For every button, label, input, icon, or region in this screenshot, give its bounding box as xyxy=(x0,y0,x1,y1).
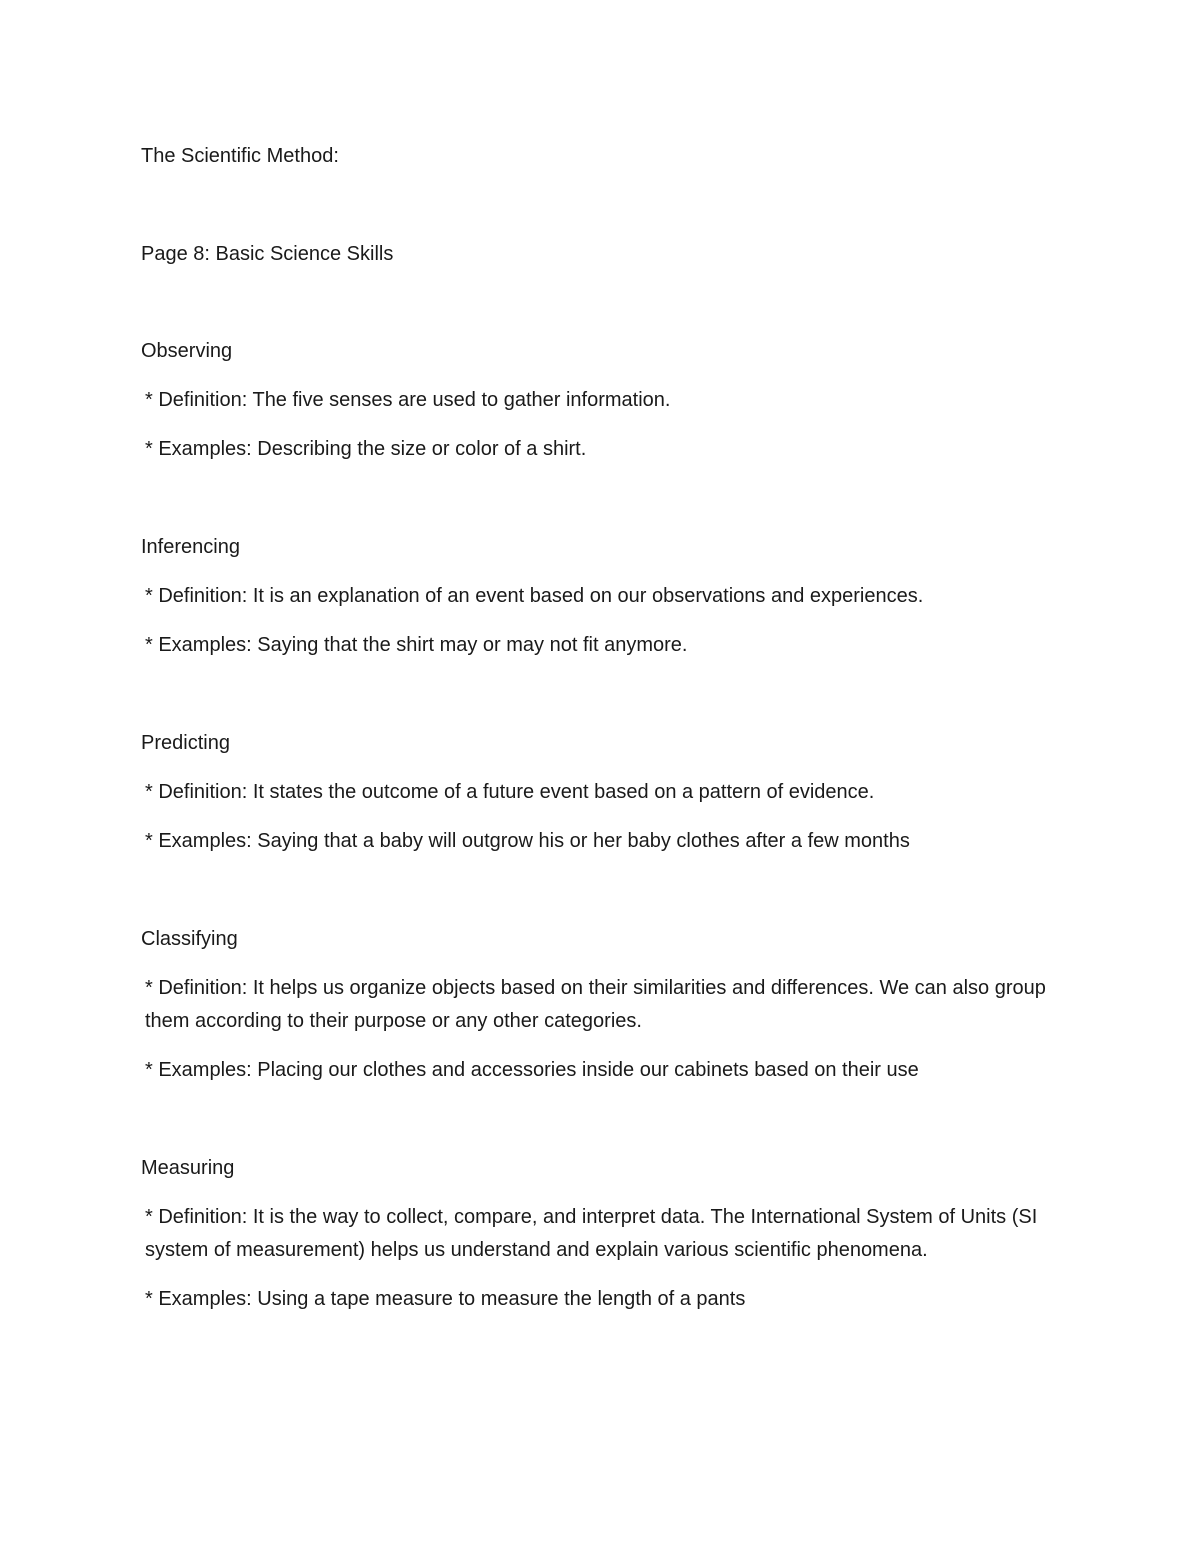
examples-item: * Examples: Saying that a baby will outgrow his or her baby clothes after a few months xyxy=(145,830,910,852)
examples-item: * Examples: Placing our clothes and accessories inside our cabinets based on their use xyxy=(145,1059,919,1081)
section-classifying xyxy=(141,923,1066,1087)
definition-item: * Definition: It helps us organize objects based on their similarities and differences. We can also group them according to their purpose or any other categories. xyxy=(145,977,1046,1032)
section-observing xyxy=(141,335,1066,466)
examples-item: * Examples: Describing the size or color of a shirt. xyxy=(145,438,587,460)
definition-item: * Definition: The five senses are used to gather information. xyxy=(145,389,671,411)
document-title: The Scientific Method: xyxy=(141,145,339,167)
section-heading: Predicting xyxy=(141,732,230,754)
section-predicting xyxy=(141,727,1066,858)
definition-item: * Definition: It is an explanation of an event based on our observations and experiences. xyxy=(145,585,924,607)
section-heading: Inferencing xyxy=(141,536,240,558)
section-inferencing xyxy=(141,531,1066,662)
definition-item: * Definition: It is the way to collect, compare, and interpret data. The International System of Units (SI system of measurement) helps us understand and explain various scientific phenomena. xyxy=(145,1206,1038,1261)
section-measuring xyxy=(141,1152,1066,1316)
document-body xyxy=(141,140,1066,1381)
section-heading: Measuring xyxy=(141,1157,235,1179)
examples-item: * Examples: Using a tape measure to measure the length of a pants xyxy=(145,1288,746,1310)
section-heading: Classifying xyxy=(141,928,238,950)
document-subtitle: Page 8: Basic Science Skills xyxy=(141,243,394,265)
definition-item: * Definition: It states the outcome of a future event based on a pattern of evidence. xyxy=(145,781,875,803)
section-heading: Observing xyxy=(141,340,233,362)
examples-item: * Examples: Saying that the shirt may or may not fit anymore. xyxy=(145,634,688,656)
